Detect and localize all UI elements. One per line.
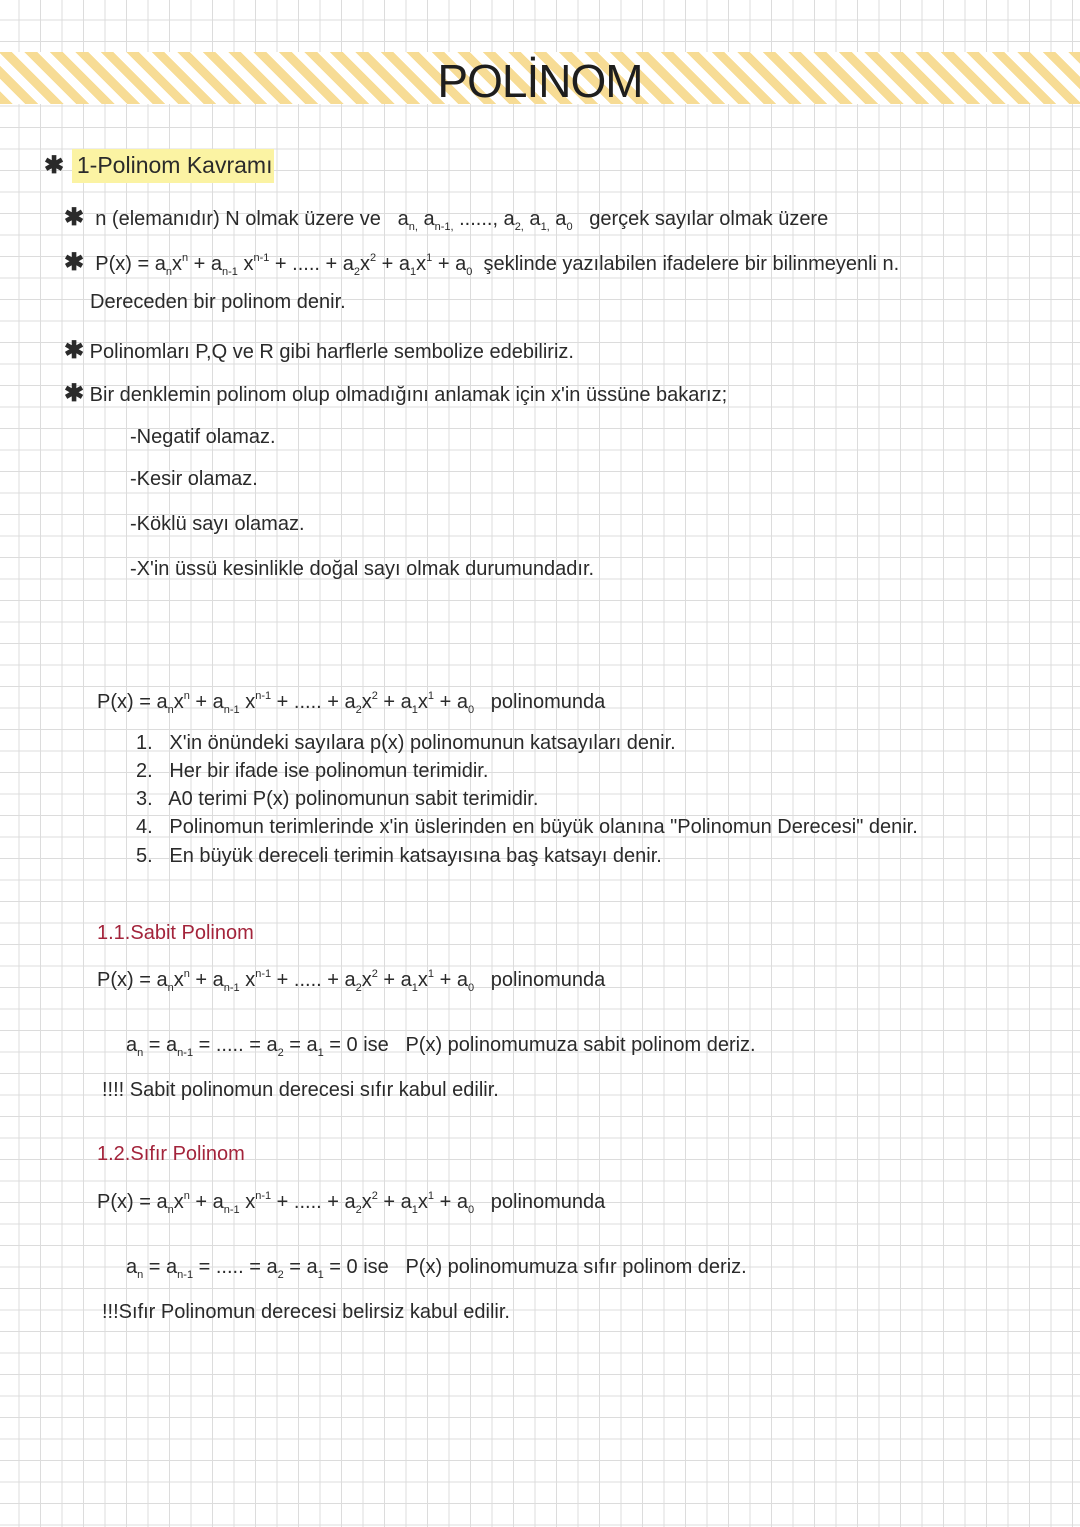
numbered-item [136, 846, 662, 866]
item-number: 2. [136, 760, 153, 782]
formula-term: = a [143, 1034, 178, 1056]
intro-line-5 [64, 382, 727, 406]
subscript: n-1 [177, 1047, 194, 1059]
superscript: n [183, 690, 190, 702]
formula-term: + ..... + a [271, 1191, 356, 1213]
subscript: 1 [317, 1047, 324, 1059]
formula-term: = ..... = a [193, 1256, 278, 1278]
asterisk-icon: ✱ [44, 152, 65, 179]
superscript: 1 [427, 1190, 435, 1202]
subscript: n-1 [177, 1269, 194, 1281]
intro-text: Polinomları P,Q ve R gibi harflerle sembolize edebiliriz. [89, 341, 574, 363]
intro-line-4 [64, 339, 574, 363]
formula-term: a [549, 208, 567, 230]
formula-suffix: polinomunda [490, 1191, 606, 1213]
subscript: n [137, 1269, 144, 1281]
condition-line [126, 1035, 756, 1059]
subscript: n-1 [221, 266, 238, 278]
superscript: 1 [427, 690, 435, 702]
formula-suffix: polinomunda [490, 691, 606, 713]
item-text: A0 terimi P(x) polinomunun sabit terimidir. [168, 788, 539, 810]
asterisk-icon: ✱ [64, 249, 85, 276]
superscript: 1 [426, 252, 433, 264]
note: !!!! Sabit polinomun derecesi sıfır kabul edilir. [102, 1079, 499, 1101]
formula-term: x [173, 691, 184, 713]
subscript: 1 [411, 1204, 418, 1216]
superscript: 2 [371, 1190, 378, 1202]
formula-term: + ..... + a [269, 253, 354, 275]
polynomial-formula [97, 1191, 474, 1216]
formula-term: a [397, 208, 409, 230]
formula-term: a [126, 1034, 138, 1056]
formula-term: P(x) = a [97, 969, 168, 991]
formula-line [97, 969, 605, 994]
formula-term: + a [432, 253, 467, 275]
subscript: n-1 [223, 704, 240, 716]
formula-term: ......, a [453, 208, 515, 230]
formula-term: x [416, 253, 427, 275]
formula-term: = a [143, 1256, 178, 1278]
superscript: n-1 [255, 690, 272, 702]
subsection-heading-sifir: 1.2.Sıfır Polinom [97, 1143, 245, 1165]
formula-term: + a [376, 253, 411, 275]
subscript: 0 [466, 266, 473, 278]
formula-term: x [361, 969, 372, 991]
formula-term: x [417, 691, 428, 713]
intro-line-2 [64, 251, 899, 278]
formula-term: x [361, 691, 372, 713]
subscript: 0 [467, 704, 475, 716]
item-number: 3. [136, 788, 153, 810]
item-number: 1. [136, 732, 153, 754]
formula-term: x [239, 691, 256, 713]
polynomial-formula [97, 691, 474, 716]
subscript: n, [408, 221, 418, 233]
formula-term: x [173, 1191, 184, 1213]
formula-term: = 0 ise [323, 1034, 389, 1056]
asterisk-icon: ✱ [64, 380, 85, 407]
item-text: Polinomun terimlerinde x'in üslerinden en büyük olanına "Polinomun Derecesi" denir. [169, 816, 918, 838]
formula-term: + ..... + a [271, 969, 356, 991]
numbered-item [136, 761, 488, 781]
superscript: 2 [371, 968, 378, 980]
subscript: 1, [540, 221, 550, 233]
formula-suffix: polinomunda [490, 969, 606, 991]
superscript: 2 [369, 252, 377, 264]
rule-item: -Köklü sayı olamaz. [130, 513, 305, 535]
formula-term: x [359, 253, 370, 275]
formula-term: a [417, 208, 435, 230]
condition-formula [126, 1035, 389, 1059]
note: !!!Sıfır Polinomun derecesi belirsiz kabul edilir. [102, 1301, 510, 1323]
formula-term: + a [189, 1191, 224, 1213]
item-number: 4. [136, 816, 153, 838]
subscript: n [167, 982, 174, 994]
intro-text: şeklinde yazılabilen ifadelere bir bilinmeyenli n. [483, 253, 900, 275]
formula-term: x [237, 253, 254, 275]
formula-term: + a [377, 969, 412, 991]
subsection-heading-sabit: 1.1.Sabit Polinom [97, 922, 254, 944]
formula-term: = ..... = a [193, 1034, 278, 1056]
condition-line [126, 1257, 747, 1281]
superscript: n-1 [255, 1190, 272, 1202]
subscript: n-1, [434, 221, 454, 233]
superscript: n [181, 252, 189, 264]
subscript: 1 [411, 704, 418, 716]
formula-term: + a [434, 969, 468, 991]
formula-term: P(x) = a [97, 691, 168, 713]
subscript: 2 [353, 266, 360, 278]
formula-term: + a [188, 253, 222, 275]
subscript: 1 [411, 982, 418, 994]
subscript: n [137, 1047, 144, 1059]
superscript: n [183, 968, 190, 980]
subscript: 0 [566, 221, 573, 233]
polynomial-formula [97, 969, 474, 994]
condition-formula [126, 1257, 389, 1281]
formula-term: + a [189, 691, 224, 713]
polynomial-formula [95, 253, 472, 278]
formula-line [97, 691, 605, 716]
subscript: 1 [410, 266, 417, 278]
superscript: 1 [427, 968, 435, 980]
superscript: n [183, 1190, 190, 1202]
condition-text: P(x) polinomumuza sabit polinom deriz. [405, 1034, 756, 1056]
formula-term: = a [283, 1034, 318, 1056]
superscript: n-1 [253, 252, 270, 264]
section-heading-text: 1-Polinom Kavramı [76, 152, 273, 178]
subscript: 2 [277, 1269, 284, 1281]
rule-item: -X'in üssü kesinlikle doğal sayı olmak durumundadır. [130, 558, 595, 580]
intro-text: n (elemanıdır) N olmak üzere ve [95, 208, 381, 230]
formula-term: = a [283, 1256, 318, 1278]
subscript: n [167, 704, 174, 716]
intro-text: Bir denklemin polinom olup olmadığını anlamak için x'in üssüne bakarız; [89, 384, 728, 406]
asterisk-icon: ✱ [64, 337, 85, 364]
formula-term: + ..... + a [271, 691, 356, 713]
numbered-item [136, 817, 918, 837]
formula-term: + a [434, 1191, 468, 1213]
subscript: n [167, 1204, 174, 1216]
page-title: POLİNOM [437, 55, 643, 107]
condition-text: P(x) polinomumuza sıfır polinom deriz. [405, 1256, 747, 1278]
formula-term: + a [377, 691, 412, 713]
formula-term: a [126, 1256, 138, 1278]
formula-term: a [523, 208, 541, 230]
asterisk-icon: ✱ [64, 204, 85, 231]
formula-term: x [417, 969, 428, 991]
item-number: 5. [136, 845, 153, 867]
subscript: n-1 [223, 982, 240, 994]
coefficient-list [398, 209, 573, 233]
formula-term: x [171, 253, 182, 275]
subscript: 0 [467, 982, 475, 994]
formula-term: P(x) = a [95, 253, 166, 275]
subscript: 2 [355, 704, 362, 716]
subscript: 2 [355, 1204, 362, 1216]
subscript: 2 [277, 1047, 284, 1059]
item-text: X'in önündeki sayılara p(x) polinomunun katsayıları denir. [169, 732, 676, 754]
superscript: n-1 [255, 968, 272, 980]
subscript: 1 [317, 1269, 324, 1281]
intro-line-3: Dereceden bir polinom denir. [90, 291, 346, 313]
subscript: 2, [514, 221, 524, 233]
subscript: 2 [355, 982, 362, 994]
formula-term: x [417, 1191, 428, 1213]
item-text: Her bir ifade ise polinomun terimidir. [169, 760, 489, 782]
formula-term: x [239, 969, 256, 991]
formula-term: x [361, 1191, 372, 1213]
formula-term: + a [377, 1191, 412, 1213]
numbered-item [136, 789, 538, 809]
superscript: 2 [371, 690, 378, 702]
rule-item: -Kesir olamaz. [130, 468, 258, 490]
formula-term: + a [434, 691, 468, 713]
formula-term: P(x) = a [97, 1191, 168, 1213]
intro-text: gerçek sayılar olmak üzere [589, 208, 829, 230]
formula-term: + a [189, 969, 224, 991]
subscript: 0 [467, 1204, 475, 1216]
formula-term: = 0 ise [323, 1256, 389, 1278]
rule-item: -Negatif olamaz. [130, 426, 276, 448]
numbered-item [136, 733, 676, 753]
item-text: En büyük dereceli terimin katsayısına baş katsayı denir. [169, 845, 662, 867]
formula-term: x [239, 1191, 256, 1213]
formula-line [97, 1191, 605, 1216]
intro-line-1 [64, 206, 828, 233]
section-heading [44, 154, 272, 178]
subscript: n-1 [223, 1204, 240, 1216]
subscript: n [165, 266, 172, 278]
formula-term: x [173, 969, 184, 991]
